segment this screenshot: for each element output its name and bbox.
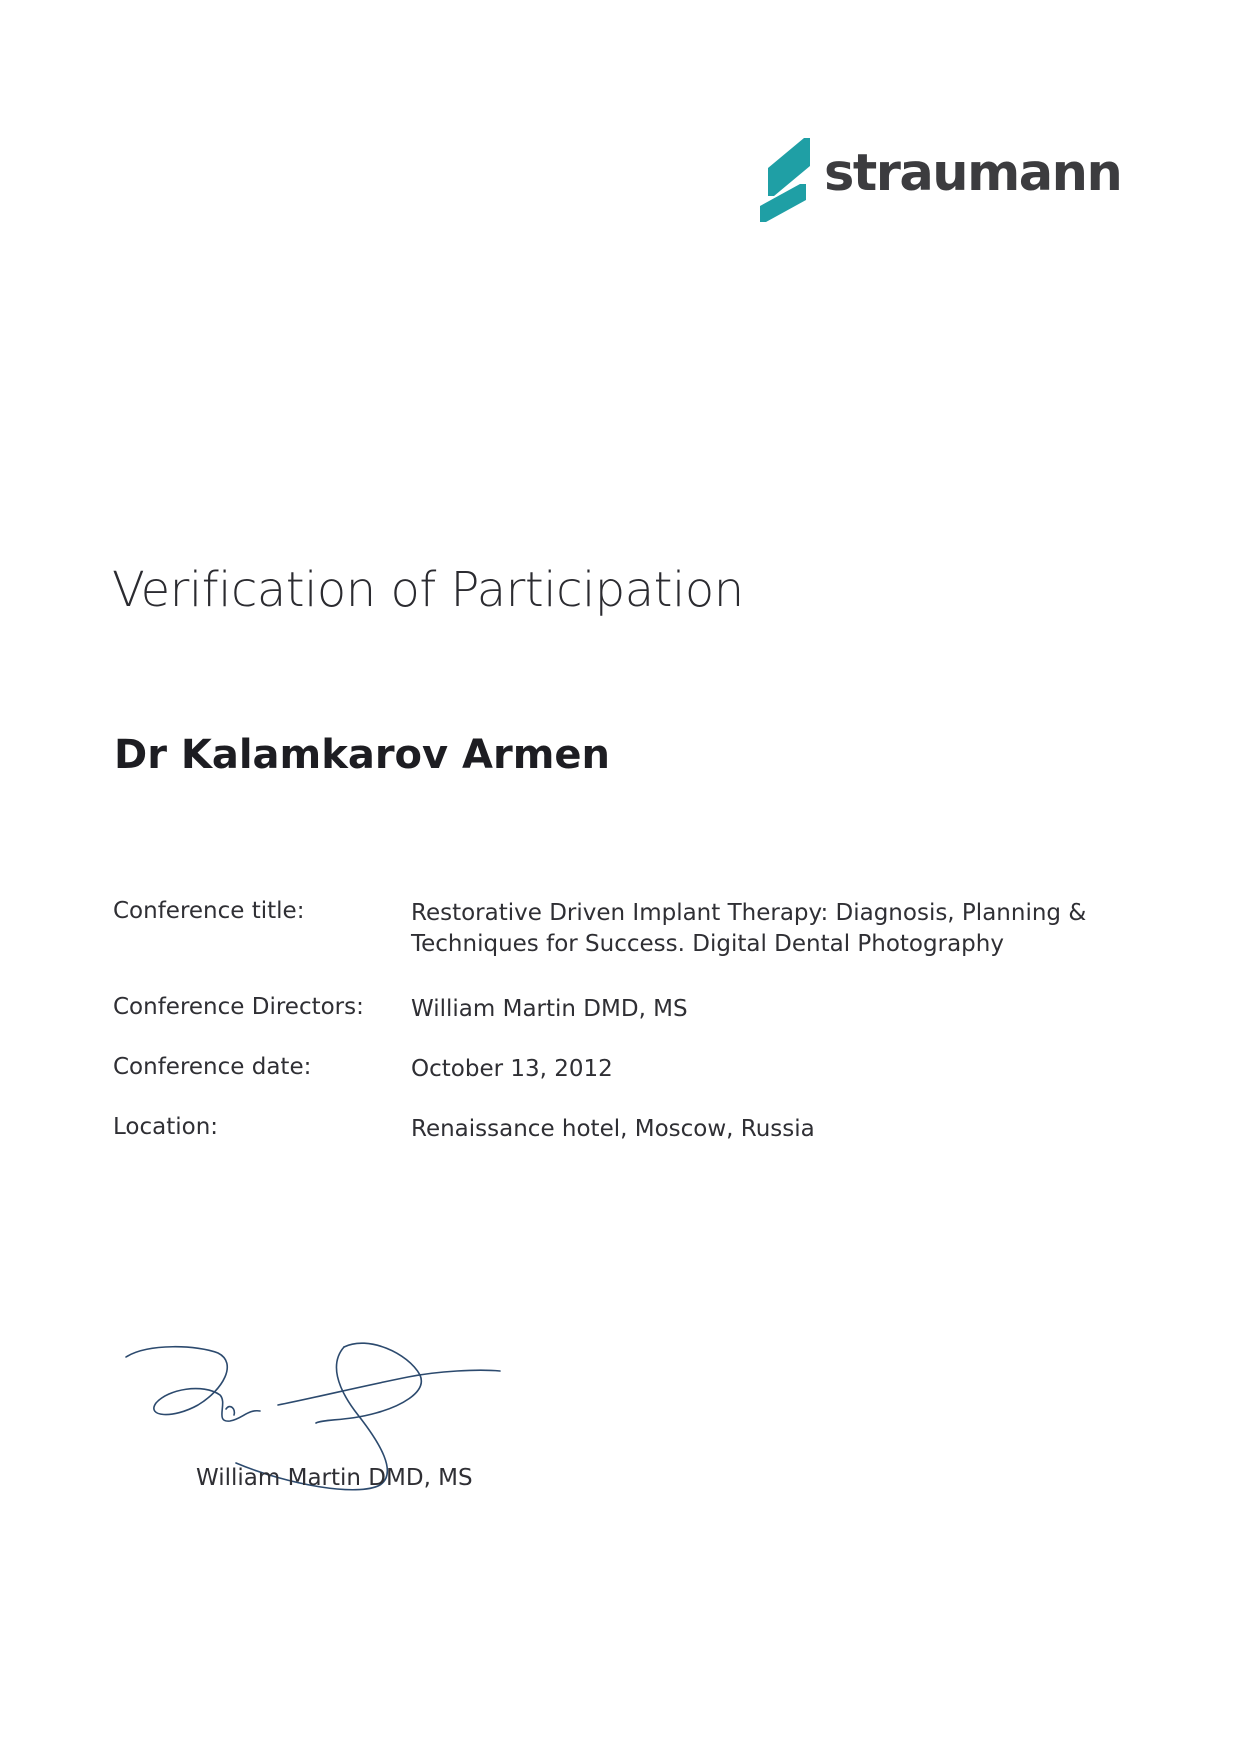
- signature-hook-stroke: [226, 1407, 234, 1415]
- logo-wordmark: straumann: [824, 144, 1122, 203]
- conference-title-label: Conference title:: [113, 898, 305, 924]
- conference-date-value: October 13, 2012: [411, 1056, 613, 1082]
- location-label: Location:: [113, 1114, 219, 1140]
- certificate-title: Verification of Participation: [112, 562, 744, 618]
- straumann-logo: [758, 138, 1138, 228]
- logo-mark-lower-stroke: [760, 184, 806, 222]
- straumann-s-mark-icon: [758, 138, 822, 222]
- signatory-name: William Martin DMD, MS: [196, 1465, 473, 1491]
- conference-title-line-2: Techniques for Success. Digital Dental Photography: [411, 931, 1004, 957]
- signature-loop-stroke: [126, 1347, 260, 1421]
- conference-title-line-1: Restorative Driven Implant Therapy: Diagnosis, Planning &: [411, 900, 1087, 926]
- location-value: Renaissance hotel, Moscow, Russia: [411, 1116, 815, 1142]
- signature-flourish-stroke: [278, 1370, 500, 1405]
- conference-title-value: [411, 898, 1087, 960]
- directors-label: Conference Directors:: [113, 994, 364, 1020]
- participant-name: Dr Kalamkarov Armen: [114, 732, 610, 778]
- signature-upper-curl-stroke: [316, 1343, 421, 1423]
- conference-date-label: Conference date:: [113, 1054, 312, 1080]
- directors-value: William Martin DMD, MS: [411, 996, 688, 1022]
